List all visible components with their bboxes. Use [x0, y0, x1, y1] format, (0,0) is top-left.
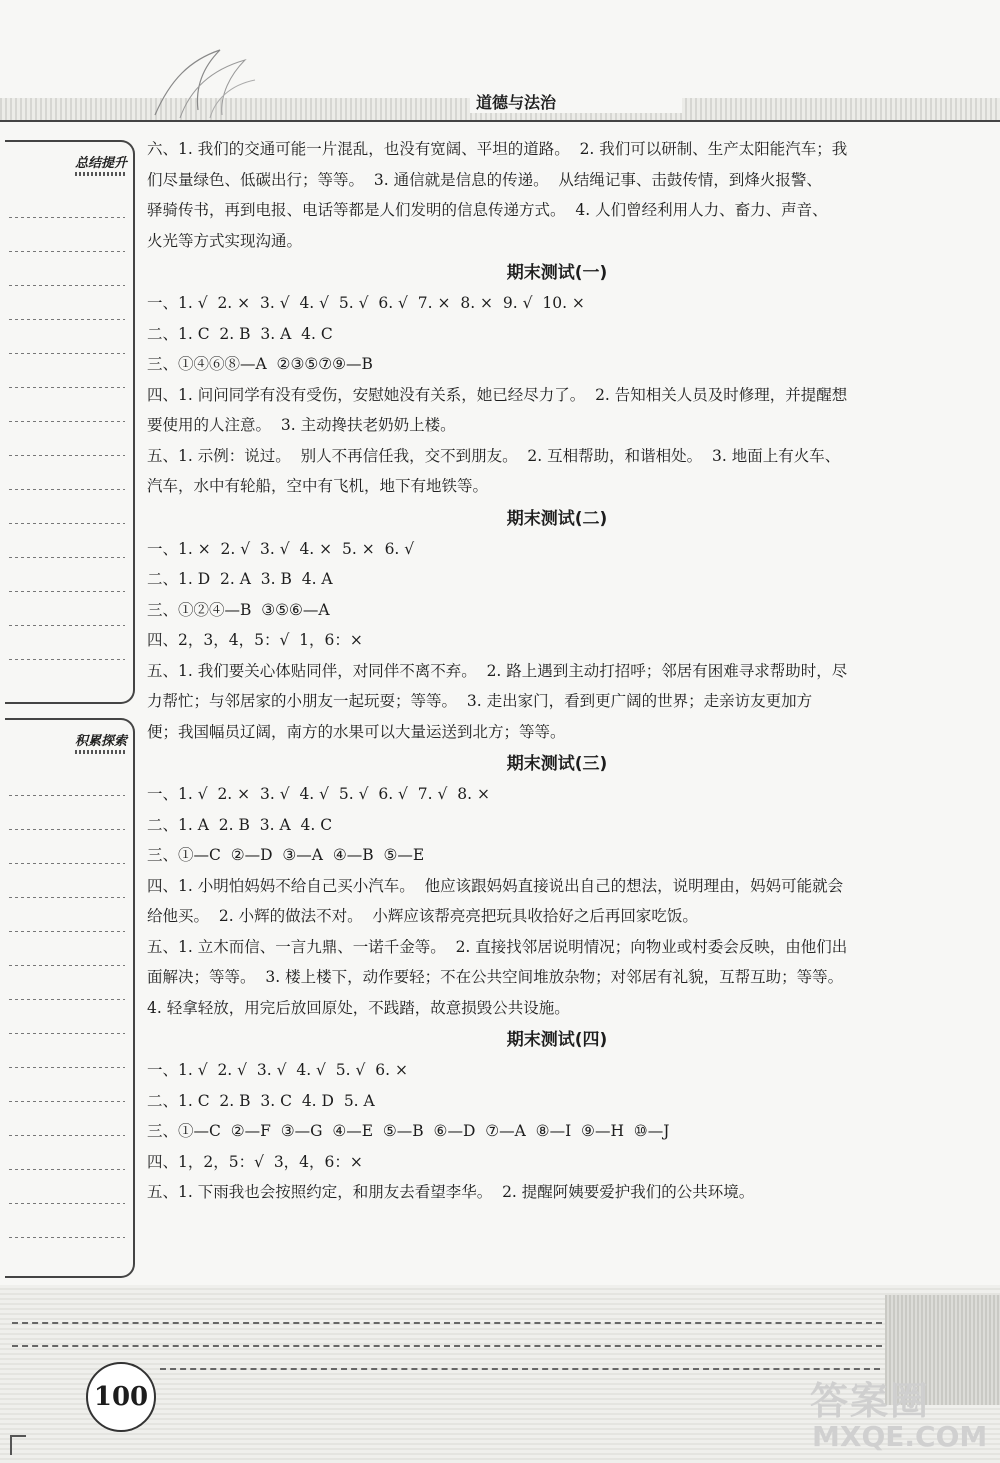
text-line: 六、1. 我们的交通可能一片混乱，也没有宽阔、平坦的道路。 2. 我们可以研制、生产太阳能汽车；我	[147, 140, 848, 158]
corner-crop-mark	[10, 1435, 26, 1455]
text-line: 三、①④⑥⑧—A ②③⑤⑦⑨—B	[147, 355, 373, 373]
text-line: 四、1. 小明怕妈妈不给自己买小汽车。 他应该跟妈妈直接说出自己的想法，说明理由，妈妈可能就会	[147, 876, 844, 895]
text-line: 五、1. 下雨我也会按照约定，和朋友去看望李华。 2. 提醒阿姨要爱护我们的公共环境。	[147, 1183, 755, 1201]
text-line: 力帮忙；与邻居家的小朋友一起玩耍；等等。 3. 走出家门，看到更广阔的世界；走亲访友更加方	[147, 692, 813, 710]
watermark-url: MXQE.COM	[812, 1420, 988, 1453]
text-line: 们尽量绿色、低碳出行；等等。 3. 通信就是信息的传递。 从结绳记事、击鼓传情，到烽火报警、	[147, 170, 822, 189]
section-final-test-3	[147, 749, 967, 1023]
text-line: 一、1. √ 2. × 3. √ 4. √ 5. √ 6. √ 7. × 8. × 9. √ 10. ×	[147, 294, 585, 312]
text-line: 二、1. C 2. B 3. C 4. D 5. A	[147, 1091, 375, 1110]
section-final-test-1	[147, 258, 967, 502]
text-line: 一、1. × 2. √ 3. √ 4. × 5. × 6. √	[147, 539, 415, 558]
text-line: 汽车，水中有轮船，空中有飞机，地下有地铁等。	[147, 477, 489, 495]
sidebar-box-explore	[5, 718, 135, 1278]
text-line: 四、1. 问问同学有没有受伤，安慰她没有关系，她已经尽力了。 2. 告知相关人员及时修理，并提醒想	[147, 385, 848, 404]
section-title: 期末测试(四)	[506, 1030, 608, 1050]
text-line: 四、2，3，4，5：√ 1，6：×	[147, 631, 363, 649]
text-line: 五、1. 立木而信、一言九鼎、一诺千金等。 2. 直接找邻居说明情况；向物业或村委会反映，由他们出	[147, 937, 848, 956]
text-line: 二、1. A 2. B 3. A 4. C	[147, 815, 333, 834]
decorative-swirl-icon	[150, 40, 260, 120]
text-line: 火光等方式实现沟通。	[147, 231, 303, 250]
text-line: 4. 轻拿轻放，用完后放回原处，不践踏，故意损毁公共设施。	[147, 998, 570, 1017]
text-line: 二、1. C 2. B 3. A 4. C	[147, 324, 333, 343]
page-number: 100	[86, 1362, 156, 1432]
page-title: 道德与法治	[470, 90, 682, 113]
note-lines	[9, 184, 125, 692]
text-line: 要使用的人注意。 3. 主动搀扶老奶奶上楼。	[147, 416, 456, 434]
footer-divider	[160, 1368, 880, 1370]
text-line: 五、1. 我们要关心体贴同伴，对同伴不离不弃。 2. 路上遇到主动打招呼；邻居有困难寻求帮助时，尽	[147, 661, 848, 680]
text-line: 三、①②④—B ③⑤⑥—A	[147, 600, 330, 619]
text-line: 便；我国幅员辽阔，南方的水果可以大量运送到北方；等等。	[147, 722, 566, 741]
section-title: 期末测试(三)	[506, 754, 608, 774]
footer-divider	[12, 1322, 882, 1324]
header-rule	[0, 120, 1000, 122]
text-line: 一、1. √ 2. × 3. √ 4. √ 5. √ 6. √ 7. √ 8. ×	[147, 785, 490, 803]
text-line: 面解决；等等。 3. 楼上楼下，动作要轻；不在公共空间堆放杂物；对邻居有礼貌，互帮互助；等等。	[147, 968, 844, 986]
intro-paragraph	[147, 134, 967, 256]
answer-content	[147, 134, 967, 1208]
sidebar-label-explore: 积累探索	[75, 730, 127, 754]
section-title: 期末测试(二)	[506, 508, 608, 529]
text-line: 三、①—C ②—F ③—G ④—E ⑤—B ⑥—D ⑦—A ⑧—I ⑨—H ⑩—J	[147, 1122, 670, 1140]
section-final-test-2	[147, 504, 967, 748]
text-line: 三、①—C ②—D ③—A ④—B ⑤—E	[147, 846, 425, 864]
sidebar-box-summary	[5, 140, 135, 704]
watermark-logo: 答案圈	[810, 1379, 931, 1423]
note-lines	[9, 762, 125, 1266]
text-line: 二、1. D 2. A 3. B 4. A	[147, 570, 333, 588]
text-line: 给他买。 2. 小辉的做法不对。 小辉应该帮亮亮把玩具收拾好之后再回家吃饭。	[147, 907, 698, 925]
text-line: 驿骑传书，再到电报、电话等都是人们发明的信息传递方式。 4. 人们曾经利用人力、畜力、声音、	[147, 201, 828, 219]
sidebar-label-summary: 总结提升	[75, 152, 127, 176]
text-line: 四、1，2，5：√ 3，4，6：×	[147, 1152, 363, 1171]
text-line: 五、1. 示例：说过。 别人不再信任我，交不到朋友。 2. 互相帮助，和谐相处。 3. 地面上有火车、	[147, 446, 841, 465]
footer-divider	[12, 1345, 882, 1347]
section-title: 期末测试(一)	[506, 263, 608, 283]
section-final-test-4	[147, 1025, 967, 1208]
text-line: 一、1. √ 2. √ 3. √ 4. √ 5. √ 6. ×	[147, 1061, 408, 1079]
